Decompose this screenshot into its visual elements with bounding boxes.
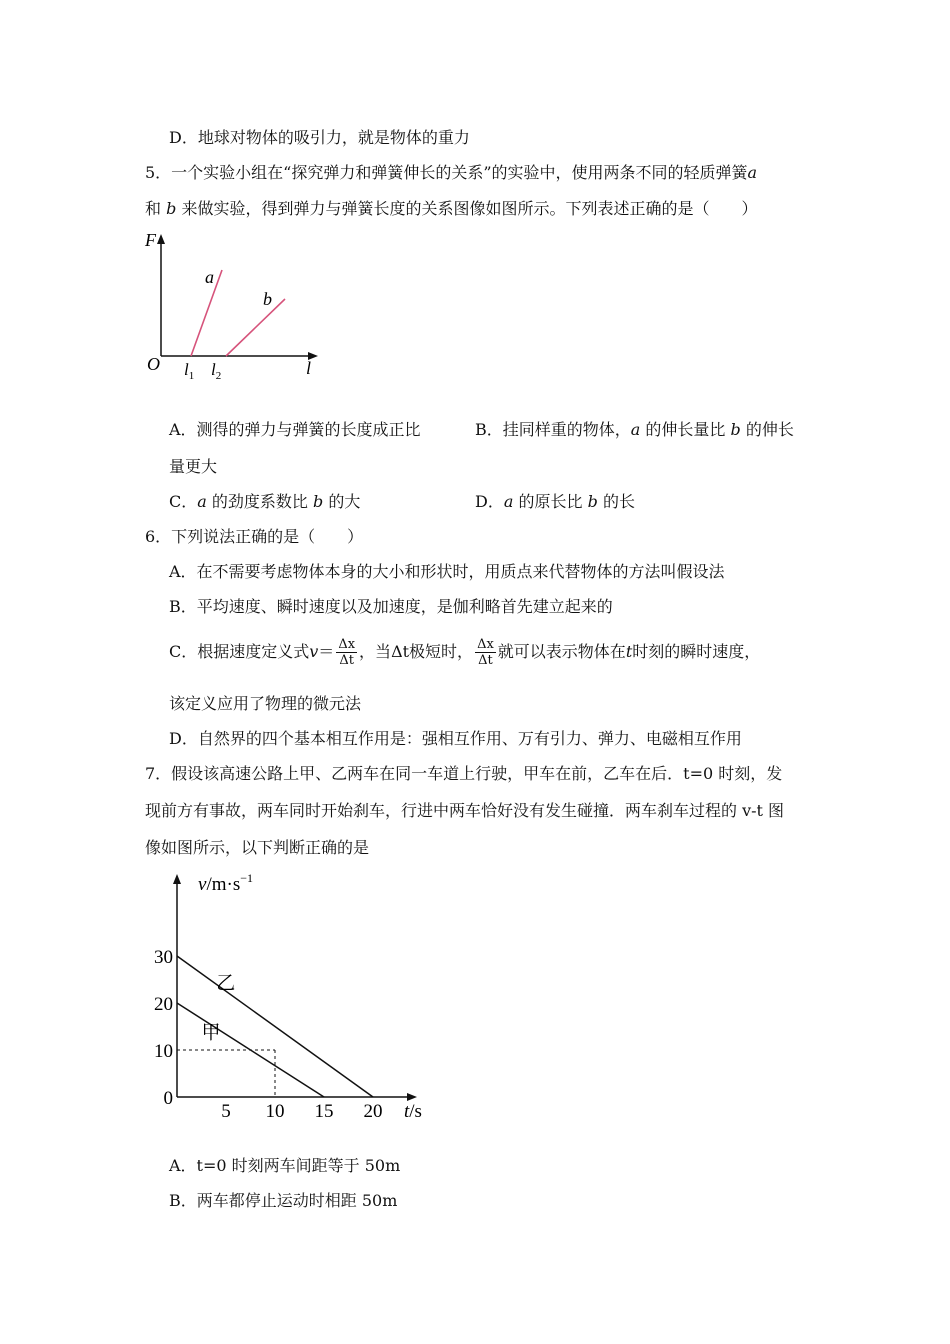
q5-optc-prefix: C． <box>169 492 198 511</box>
q5-optc-var-a: a <box>197 492 207 511</box>
q7-stem-line3: 像如图所示，以下判断正确的是 <box>145 838 370 857</box>
x-tick-10: 10 <box>265 1101 285 1122</box>
y-axis-label: $v/m\cdot s^{-1}$ <box>198 871 253 895</box>
y-tick-10: 10 <box>154 1041 173 1062</box>
y-tick-30: 30 <box>154 947 173 968</box>
label-b: b <box>263 289 272 309</box>
x-axis-label-l: l <box>306 358 312 378</box>
q5-option-b-cont: 量更大 <box>169 457 218 476</box>
q5-figure <box>140 228 340 388</box>
x-tick-5: 5 <box>221 1101 231 1122</box>
y-tick-0: 0 <box>163 1088 173 1109</box>
vt-chart <box>140 868 440 1128</box>
q6-option-c-cont: 该定义应用了物理的微元法 <box>169 694 362 713</box>
q5-stem-text: 5．一个实验小组在“探究弹力和弹簧伸长的关系”的实验中，使用两条不同的轻质弹簧 <box>145 163 748 182</box>
y-axis-arrow <box>173 874 181 884</box>
q6-var-v: v <box>309 642 319 661</box>
q6-option-d: D．自然界的四个基本相互作用是：强相互作用、万有引力、弹力、电磁相互作用 <box>169 729 742 748</box>
label-a: a <box>205 267 214 287</box>
q6-optc-text2: ，当 <box>359 642 392 661</box>
q5-option-b <box>475 420 794 440</box>
q5-optb-text2: 的伸长量比 <box>645 420 726 439</box>
q5-optc-text: 的劲度系数比 <box>211 492 308 511</box>
q5-optd-prefix: D． <box>475 492 504 511</box>
q5-optb-text3: 的伸长 <box>745 420 794 439</box>
q6-optc-text5: 时刻的瞬时速度， <box>632 642 761 661</box>
q5-optd-var-a: a <box>503 492 514 511</box>
q5-option-d <box>475 492 635 512</box>
y-axis-label-F: F <box>145 230 156 250</box>
q5-stem-line2 <box>145 199 757 219</box>
fraction-denominator-2: Δt <box>478 653 493 668</box>
q6-optc-text3: 极短时， <box>409 642 474 661</box>
fraction-denominator: Δt <box>339 653 354 668</box>
q6-optc-text4: 就可以表示物体在 <box>497 642 626 661</box>
q6-var-t: t <box>625 642 633 661</box>
q6-option-b: B．平均速度、瞬时速度以及加速度，是伽利略首先建立起来的 <box>169 597 613 616</box>
q5-optb-var-b: b <box>730 420 741 439</box>
q6-stem: 6．下列说法正确的是（ ） <box>145 527 364 546</box>
q6-optc-text1: C．根据速度定义式 <box>169 642 310 661</box>
tick-l2: $l_2$ <box>211 360 222 382</box>
x-tick-20: 20 <box>363 1101 383 1122</box>
q4-option-d: D．地球对物体的吸引力，就是物体的重力 <box>169 128 470 147</box>
q5-optd-text: 的原长比 <box>518 492 583 511</box>
q5-stem-prefix: 和 <box>145 199 167 218</box>
q5-var-a: a <box>747 163 758 182</box>
q7-stem-line2: 现前方有事故，两车同时开始刹车，行进中两车恰好没有发生碰撞．两车刹车过程的 v-t 图 <box>145 801 785 820</box>
q5-optb-var-a: a <box>630 420 641 439</box>
q5-optb-text1: B．挂同样重的物体， <box>475 420 631 439</box>
fraction-dx-dt-2 <box>475 637 496 668</box>
q7-option-a: A．t=0 时刻两车间距等于 50m <box>169 1156 401 1175</box>
series-label-0: 乙 <box>216 972 236 994</box>
q5-var-b: b <box>166 199 177 218</box>
x-axis-label: t/s <box>404 1101 422 1122</box>
tick-l1: $l_1$ <box>184 360 195 382</box>
q5-stem-line1 <box>145 163 757 183</box>
q5-option-a: A．测得的弹力与弹簧的长度成正比 <box>169 420 421 439</box>
q5-optd-suffix: 的长 <box>602 492 635 511</box>
fraction-numerator-2: Δx <box>477 637 494 652</box>
x-tick-15: 15 <box>314 1101 334 1122</box>
spring-b-line <box>226 299 285 356</box>
q7-option-b: B．两车都停止运动时相距 50m <box>169 1191 398 1210</box>
q6-equals: ＝ <box>318 642 335 661</box>
y-tick-20: 20 <box>154 994 173 1015</box>
q6-option-a: A．在不需要考虑物体本身的大小和形状时，用质点来代替物体的方法叫假设法 <box>169 562 725 581</box>
fraction-dx-dt <box>336 637 357 668</box>
q7-stem-line1: 7．假设该高速公路上甲、乙两车在同一车道上行驶，甲车在前，乙车在后．t=0 时刻，发 <box>145 764 783 783</box>
x-axis-arrow <box>407 1093 417 1101</box>
fraction-numerator: Δx <box>338 637 356 652</box>
q6-option-c <box>169 630 760 674</box>
q5-optc-var-b: b <box>313 492 324 511</box>
q5-optc-suffix: 的大 <box>328 492 361 511</box>
q6-delta-t: Δt <box>391 642 410 661</box>
origin-label: O <box>147 354 160 374</box>
series-label-1: 甲 <box>201 1022 221 1044</box>
q5-option-c <box>169 492 360 512</box>
q5-stem-text2: 来做实验，得到弹力与弹簧长度的关系图像如图所示。下列表述正确的是（ ） <box>181 199 758 218</box>
q5-optd-var-b: b <box>587 492 598 511</box>
